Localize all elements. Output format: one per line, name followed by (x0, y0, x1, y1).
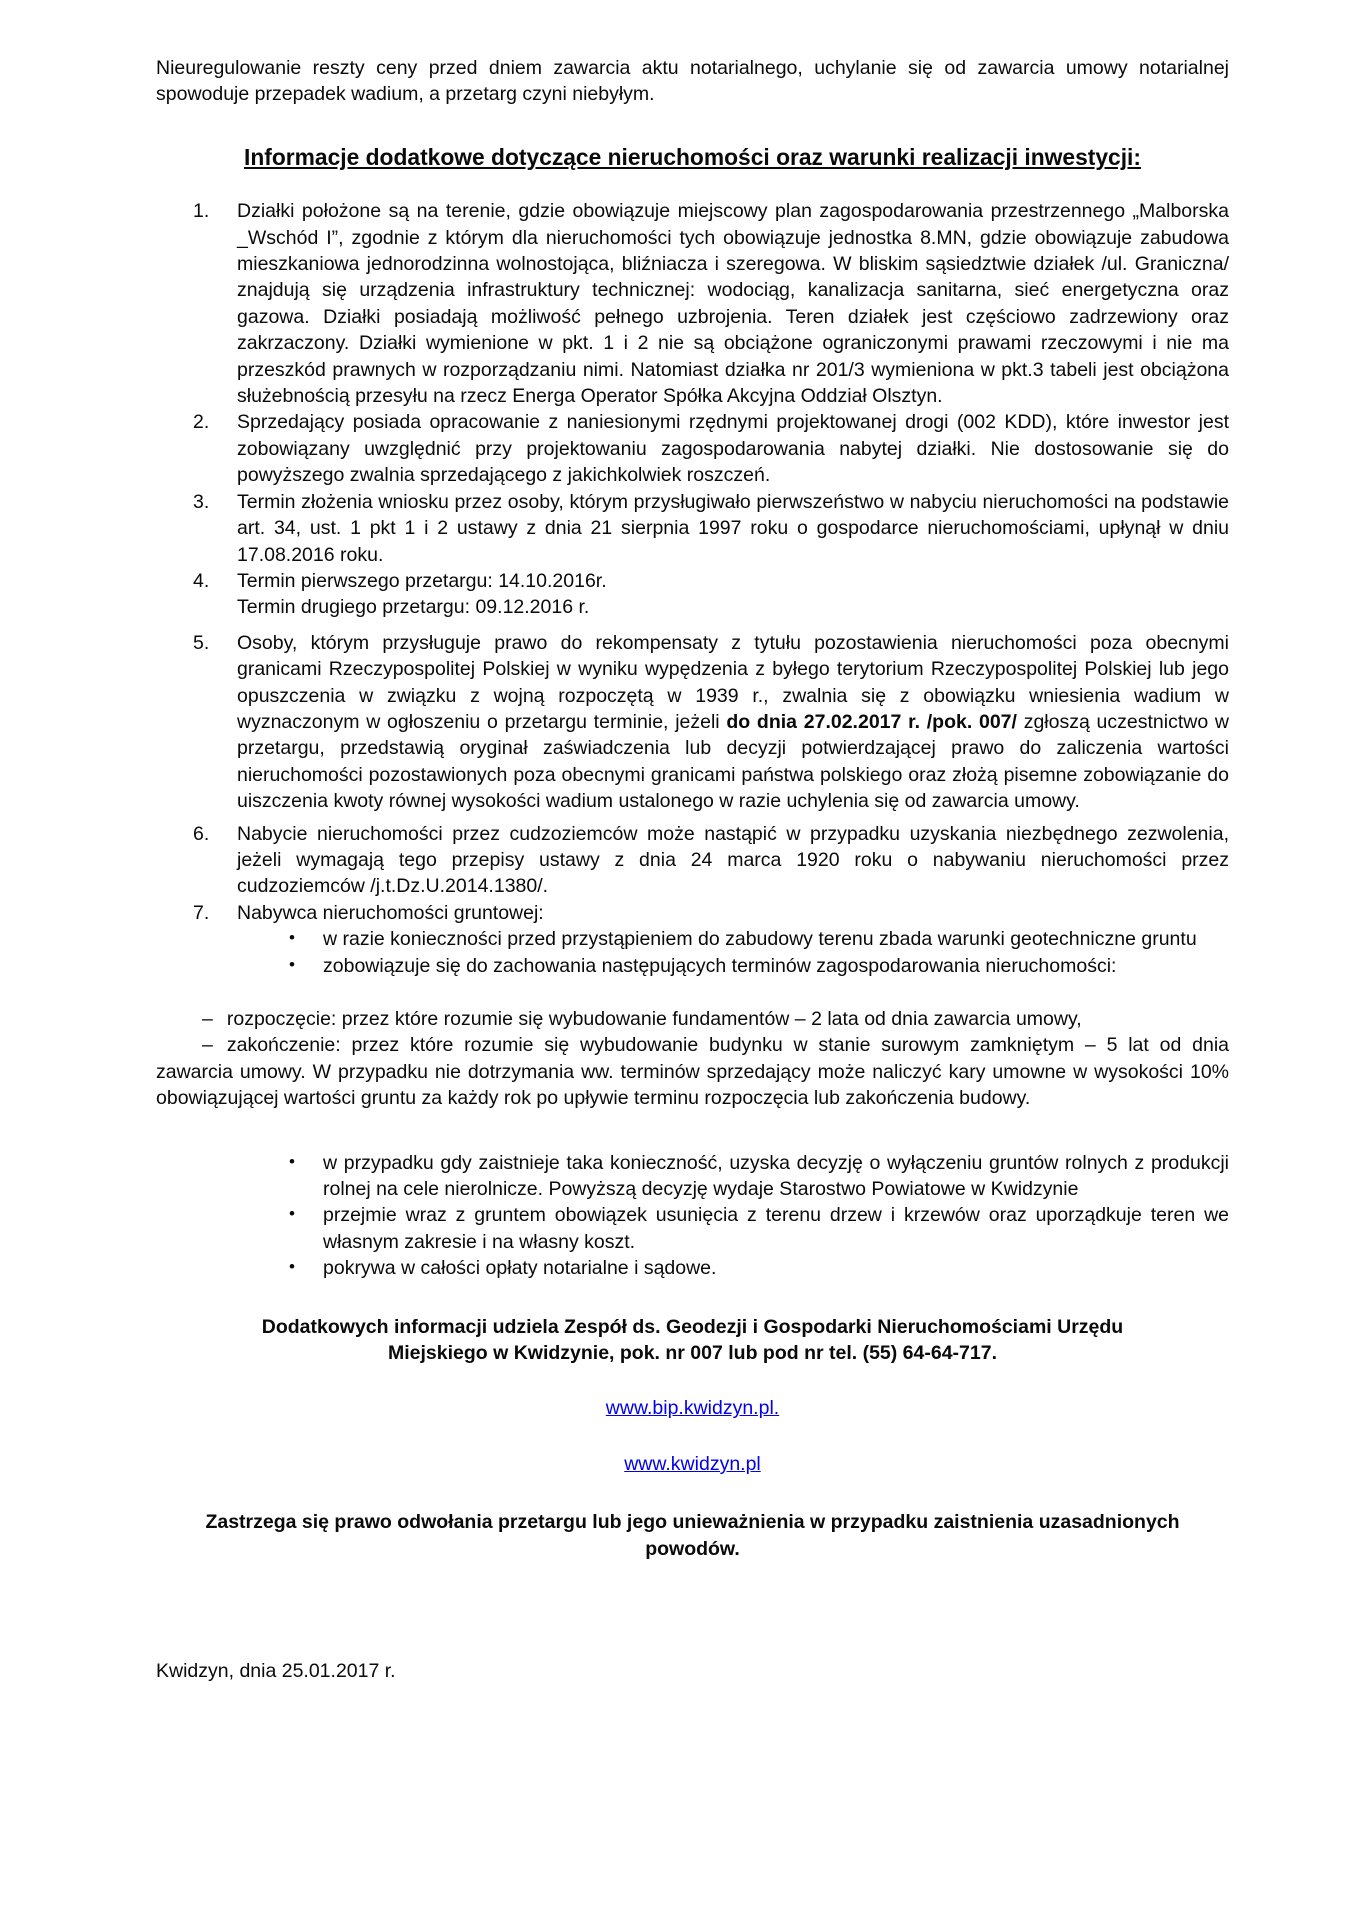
bullet-item-agricultural (156, 1150, 1229, 1203)
dash-item-finish (156, 1032, 1229, 1111)
bullet-list-2 (156, 1150, 1229, 1282)
bullet-marker-icon: • (289, 1257, 295, 1277)
dash-list (156, 1006, 1229, 1112)
item-text-line-1: Termin pierwszego przetargu: 14.10.2016r. (237, 569, 607, 592)
dash-marker: – (202, 1034, 213, 1057)
list-item-7 (156, 900, 1229, 926)
dash-text: zakończenie: przez które rozumie się wybudowanie budynku w stanie surowym zamkniętym – 5 lat od dnia zawarcia umowy. W przypadku nie dotrzymania ww. terminów sprzedający może naliczyć kary umowne w wysokości 10% obowiązującej wartości gruntu za każdy rok po upływie terminu rozpoczęcia lub zakończenia budowy. (156, 1034, 1229, 1110)
dash-item-start (156, 1006, 1229, 1032)
item-number: 5. (193, 631, 210, 654)
item-text: zgłoszą uczestnictwo w przetargu, przedstawią oryginał zaświadczenia lub decyzji potwierdzającej prawo do zaliczenia wartości nieruchomości pozostawionych poza obecnymi granicami państwa polskiego oraz złożą pisemne zobowiązanie do uiszczenia kwoty równej wysokości wadium ustalonego w razie uchylenia się od zawarcia umowy. (237, 710, 1229, 813)
bullet-text: w razie konieczności przed przystąpieniem do zabudowy terenu zbada warunki geotechniczne gruntu (323, 928, 1197, 951)
kwidzyn-link[interactable]: www.kwidzyn.pl (624, 1452, 761, 1475)
item-text-bold: do dnia 27.02.2017 r. /pok. 007/ (726, 710, 1017, 733)
bullet-item-deadlines (156, 953, 1229, 979)
item-text: Działki położone są na terenie, gdzie obowiązuje miejscowy plan zagospodarowania przestrzennego „Malborska _Wschód I”, zgodnie z którym dla nieruchomości tych obowiązuje jednostka 8.MN, gdzie obowiązuje zabudowa mieszkaniowa jednorodzinna wolnostojąca, bliźniacza i szeregowa. W bliskim sąsiedztwie działek /ul. Graniczna/ znajdują się urządzenia infrastruktury technicznej: wodociąg, kanalizacja sanitarna, sieć energetyczna oraz gazowa. Działki posiadają możliwość pełnego uzbrojenia. Teren działek jest częściowo zadrzewiony oraz zakrzaczony. Działki wymienione w pkt. 1 i 2 nie są obciążone ograniczonymi prawami rzeczowymi i nie ma przeszkód prawnych w rozporządzaniu nimi. Natomiast działka nr 201/3 wymieniona w pkt.3 tabeli jest obciążona służebnością przesyłu na rzecz Energa Operator Spółka Akcyjna Oddział Olsztyn. (237, 200, 1229, 408)
bullet-marker-icon: • (289, 1151, 295, 1171)
contact-line-2: Miejskiego w Kwidzynie, pok. nr 007 lub pod nr tel. (55) 64-64-717. (388, 1342, 997, 1365)
link-row-city (156, 1451, 1229, 1477)
contact-info (156, 1314, 1229, 1367)
item-number: 1. (193, 200, 210, 223)
numbered-list (156, 198, 1229, 979)
bullet-item-geotechnical (156, 926, 1229, 952)
list-item-2 (156, 409, 1229, 488)
bullet-marker-icon: • (289, 928, 295, 948)
bullet-item-trees (156, 1202, 1229, 1255)
item-number: 6. (193, 822, 210, 845)
reservation-notice: Zastrzega się prawo odwołania przetargu lub jego unieważnienia w przypadku zaistnienia uzasadnionych powodów. (205, 1511, 1180, 1560)
item-text: Nabywca nieruchomości gruntowej: (237, 901, 544, 924)
bullet-text: zobowiązuje się do zachowania następujących terminów zagospodarowania nieruchomości: (323, 954, 1117, 977)
bullet-text: pokrywa w całości opłaty notarialne i sądowe. (323, 1257, 717, 1280)
contact-line-1: Dodatkowych informacji udziela Zespół ds. Geodezji i Gospodarki Nieruchomościami Urzędu (261, 1315, 1124, 1338)
item-number: 2. (193, 411, 210, 434)
date-line: Kwidzyn, dnia 25.01.2017 r. (156, 1660, 396, 1683)
bullet-text: przejmie wraz z gruntem obowiązek usunięcia z terenu drzew i krzewów oraz uporządkuje teren we własnym zakresie i na własny koszt. (323, 1204, 1229, 1253)
item-number: 3. (193, 490, 210, 513)
item-text: Osoby, którym przysługuje prawo do rekompensaty z tytułu pozostawienia nieruchomości poza obecnymi granicami Rzeczypospolitej Polskiej w wyniku wypędzenia z byłego terytorium Rzeczypospolitej Polskiej lub jego opuszczenia w związku z wojną rozpoczętą w 1939 r., zwalnia się z obowiązku wniesienia wadium w wyznaczonym w ogłoszeniu o przetargu terminie, jeżeli (237, 631, 1229, 733)
list-item-3 (156, 489, 1229, 568)
list-item-1 (156, 198, 1229, 409)
list-item-5 (156, 630, 1229, 815)
link-row-bip (156, 1395, 1229, 1421)
list-item-4 (156, 568, 1229, 621)
item-text-line-2: Termin drugiego przetargu: 09.12.2016 r. (237, 596, 590, 619)
dash-marker: – (202, 1008, 213, 1030)
bullet-marker-icon: • (289, 954, 295, 974)
list-item-6 (156, 821, 1229, 900)
bip-kwidzyn-link[interactable]: www.bip.kwidzyn.pl. (605, 1397, 780, 1420)
dash-text: rozpoczęcie: przez które rozumie się wybudowanie fundamentów – 2 lata od dnia zawarcia umowy, (226, 1008, 1082, 1030)
item-text: Termin złożenia wniosku przez osoby, którym przysługiwało pierwszeństwo w nabyciu nieruchomości na podstawie art. 34, ust. 1 pkt 1 i 2 ustawy z dnia 21 sierpnia 1997 roku o gospodarce nieruchomościami, upłynął w dniu 17.08.2016 roku. (237, 490, 1229, 566)
bullet-marker-icon: • (289, 1204, 295, 1224)
bullet-item-fees (156, 1255, 1229, 1281)
section-heading: Informacje dodatkowe dotyczące nieruchomości oraz warunki realizacji inwestycji: (244, 143, 1141, 170)
item-text: Sprzedający posiada opracowanie z naniesionymi rzędnymi projektowanej drogi (002 KDD), które inwestor jest zobowiązany uwzględnić przy projektowaniu zagospodarowania nabytej działki. Nie dostosowanie się do powyższego zwalnia sprzedającego z jakichkolwiek roszczeń. (237, 411, 1229, 487)
intro-paragraph: Nieuregulowanie reszty ceny przed dniem zawarcia aktu notarialnego, uchylanie się od zawarcia umowy notarialnej spowoduje przepadek wadium, a przetarg czyni niebyłym. (156, 57, 1229, 106)
item-number: 7. (193, 901, 210, 924)
item-text: Nabycie nieruchomości przez cudzoziemców może nastąpić w przypadku uzyskania niezbędnego zezwolenia, jeżeli wymagają tego przepisy ustawy z dnia 24 marca 1920 roku o nabywaniu nieruchomości przez cudzoziemców /j.t.Dz.U.2014.1380/. (237, 822, 1229, 898)
bullet-text: w przypadku gdy zaistnieje taka konieczność, uzyska decyzję o wyłączeniu gruntów rolnych z produkcji rolnej na cele nierolnicze. Powyższą decyzję wydaje Starostwo Powiatowe w Kwidzynie (323, 1151, 1229, 1201)
item-number: 4. (193, 569, 210, 592)
